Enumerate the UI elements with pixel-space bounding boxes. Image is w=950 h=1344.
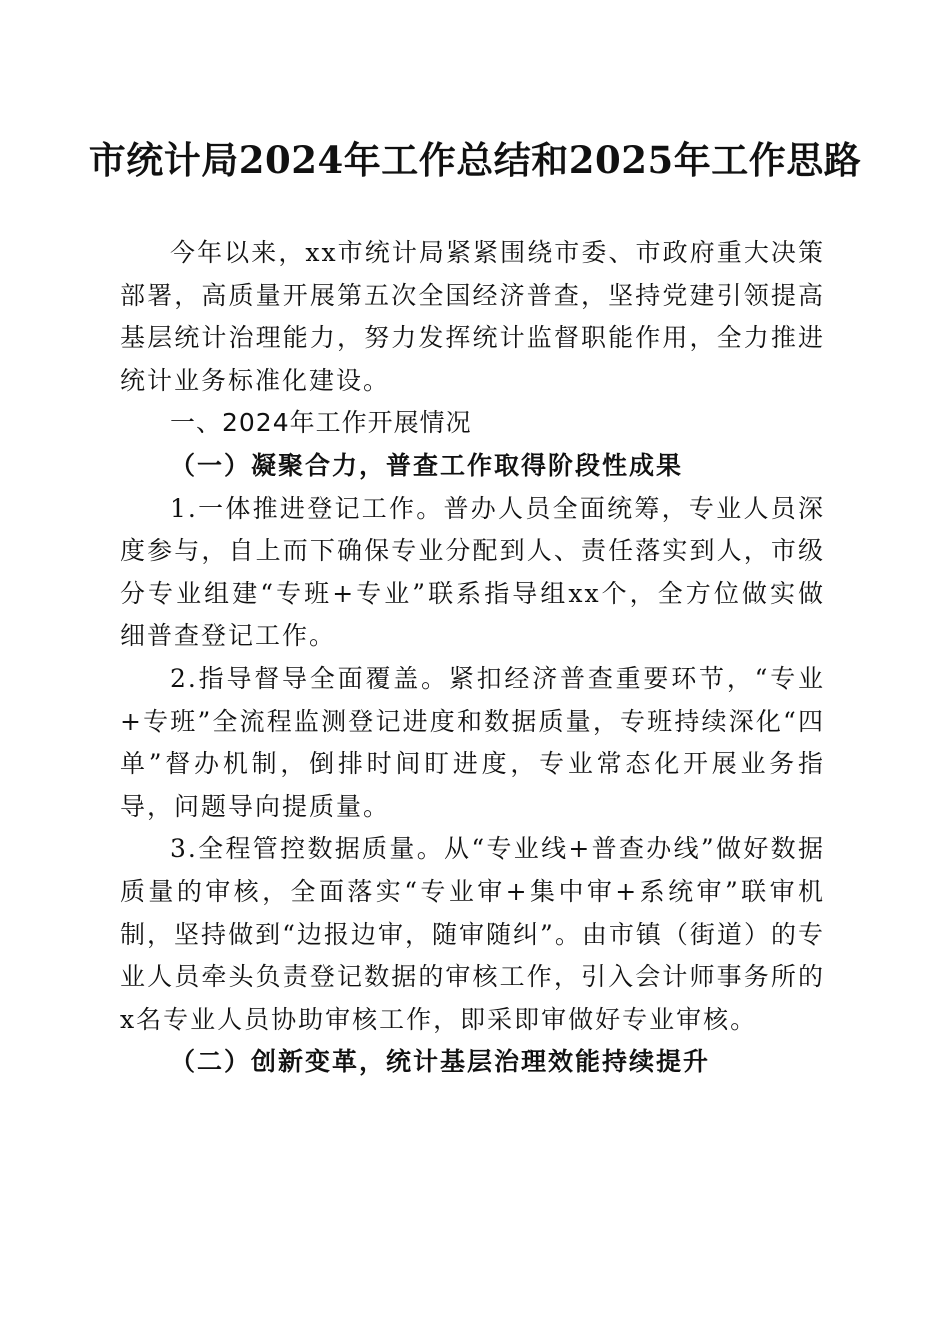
document-body — [120, 232, 825, 1084]
document-title: 市统计局2024年工作总结和2025年工作思路 — [88, 138, 862, 182]
item-paragraph-1: 1.一体推进登记工作。普办人员全面统筹，专业人员深度参与，自上而下确保专业分配到人、责任落实到人，市级分专业组建“专班+专业”联系指导组xx个，全方位做实做细普查登记工作。 — [120, 493, 825, 651]
item-paragraph-3: 3.全程管控数据质量。从“专业线+普查办线”做好数据质量的审核，全面落实“专业审+集中审+系统审”联审机制，坚持做到“边报边审，随审随纠”。由市镇（街道）的专业人员牵头负责登记数据的审核工作，引入会计师事务所的x名专业人员协助审核工作，即采即审做好专业审核。 — [120, 834, 825, 1034]
item-paragraph-2: 2.指导督导全面覆盖。紧扣经济普查重要环节，“专业+专班”全流程监测登记进度和数据质量，专班持续深化“四单”督办机制，倒排时间盯进度，专业常态化开展业务指导，问题导向提质量。 — [120, 663, 825, 821]
subsection-heading-1: （一）凝聚合力，普查工作取得阶段性成果 — [170, 450, 684, 480]
intro-paragraph: 今年以来，xx市统计局紧紧围绕市委、市政府重大决策部署，高质量开展第五次全国经济普查，坚持党建引领提高基层统计治理能力，努力发挥统计监督职能作用，全力推进统计业务标准化建设。 — [120, 238, 825, 395]
section-heading-1: 一、2024年工作开展情况 — [170, 408, 472, 438]
subsection-heading-2: （二）创新变革，统计基层治理效能持续提升 — [170, 1047, 711, 1077]
